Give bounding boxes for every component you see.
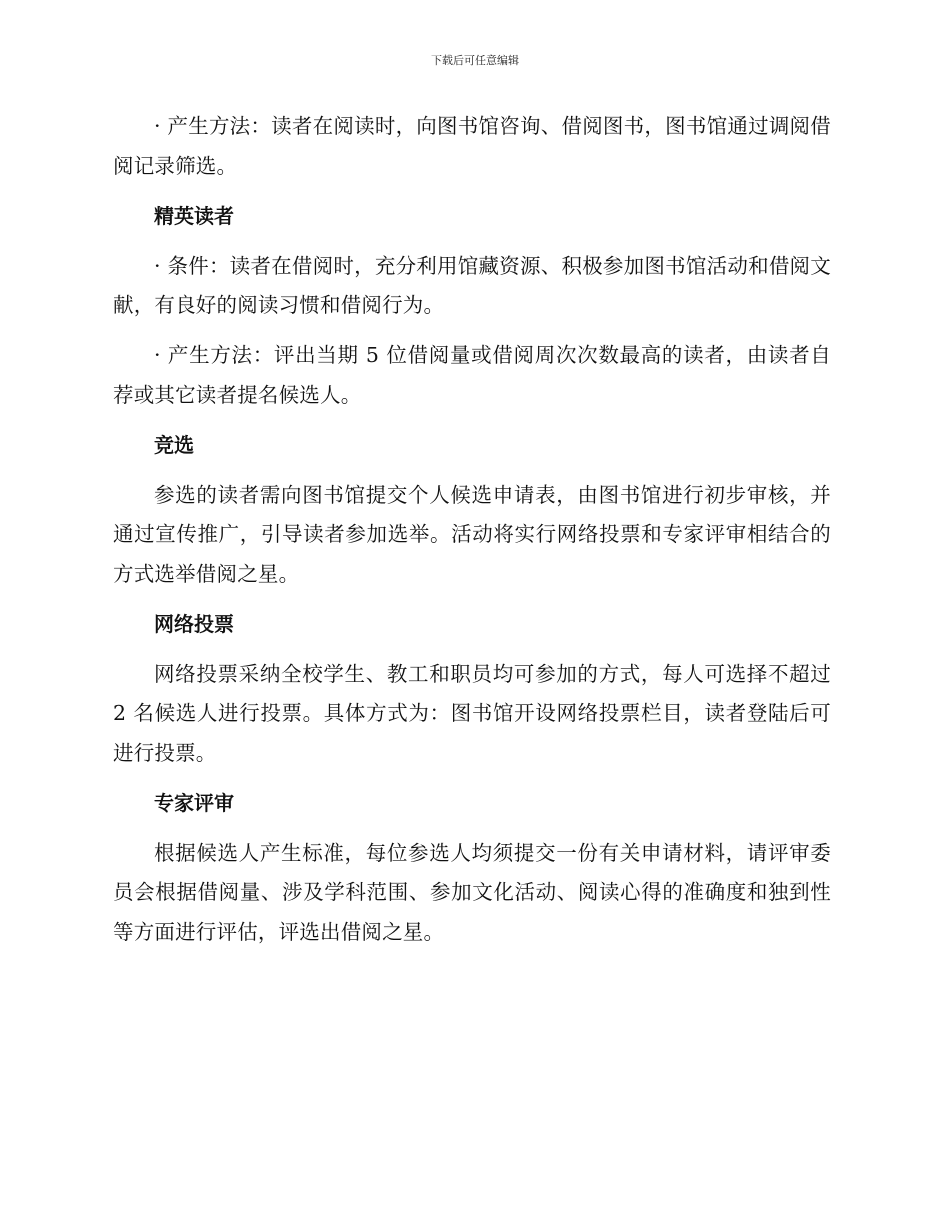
paragraph-expert-review: 根据候选人产生标准，每位参选人均须提交一份有关申请材料，请评审委员会根据借阅量、涉及学科范围、参加文化活动、阅读心得的准确度和独到性等方面进行评估，评选出借阅之星。	[113, 840, 831, 944]
document-body	[113, 107, 831, 963]
heading-online-voting: 网络投票	[154, 611, 234, 636]
paragraph-conditions: · 条件：读者在借阅时，充分利用馆藏资源、积极参加图书馆活动和借阅文献，有良好的阅读习惯和借阅行为。	[113, 253, 831, 317]
paragraph-election: 参选的读者需向图书馆提交个人候选申请表，由图书馆进行初步审核，并通过宣传推广，引导读者参加选举。活动将实行网络投票和专家评审相结合的方式选举借阅之星。	[113, 482, 831, 586]
heading-election: 竞选	[154, 432, 194, 457]
heading-elite-readers: 精英读者	[154, 203, 234, 228]
heading-expert-review: 专家评审	[154, 790, 234, 815]
paragraph-online-voting: 网络投票采纳全校学生、教工和职员均可参加的方式，每人可选择不超过 2 名候选人进行投票。具体方式为：图书馆开设网络投票栏目，读者登陆后可进行投票。	[113, 661, 831, 765]
paragraph-generation-method-1: · 产生方法：读者在阅读时，向图书馆咨询、借阅图书，图书馆通过调阅借阅记录筛选。	[113, 114, 831, 178]
paragraph-generation-method-2: · 产生方法：评出当期 5 位借阅量或借阅周次次数最高的读者，由读者自荐或其它读者提名候选人。	[113, 343, 831, 407]
page-header: 下载后可任意编辑	[431, 54, 519, 67]
